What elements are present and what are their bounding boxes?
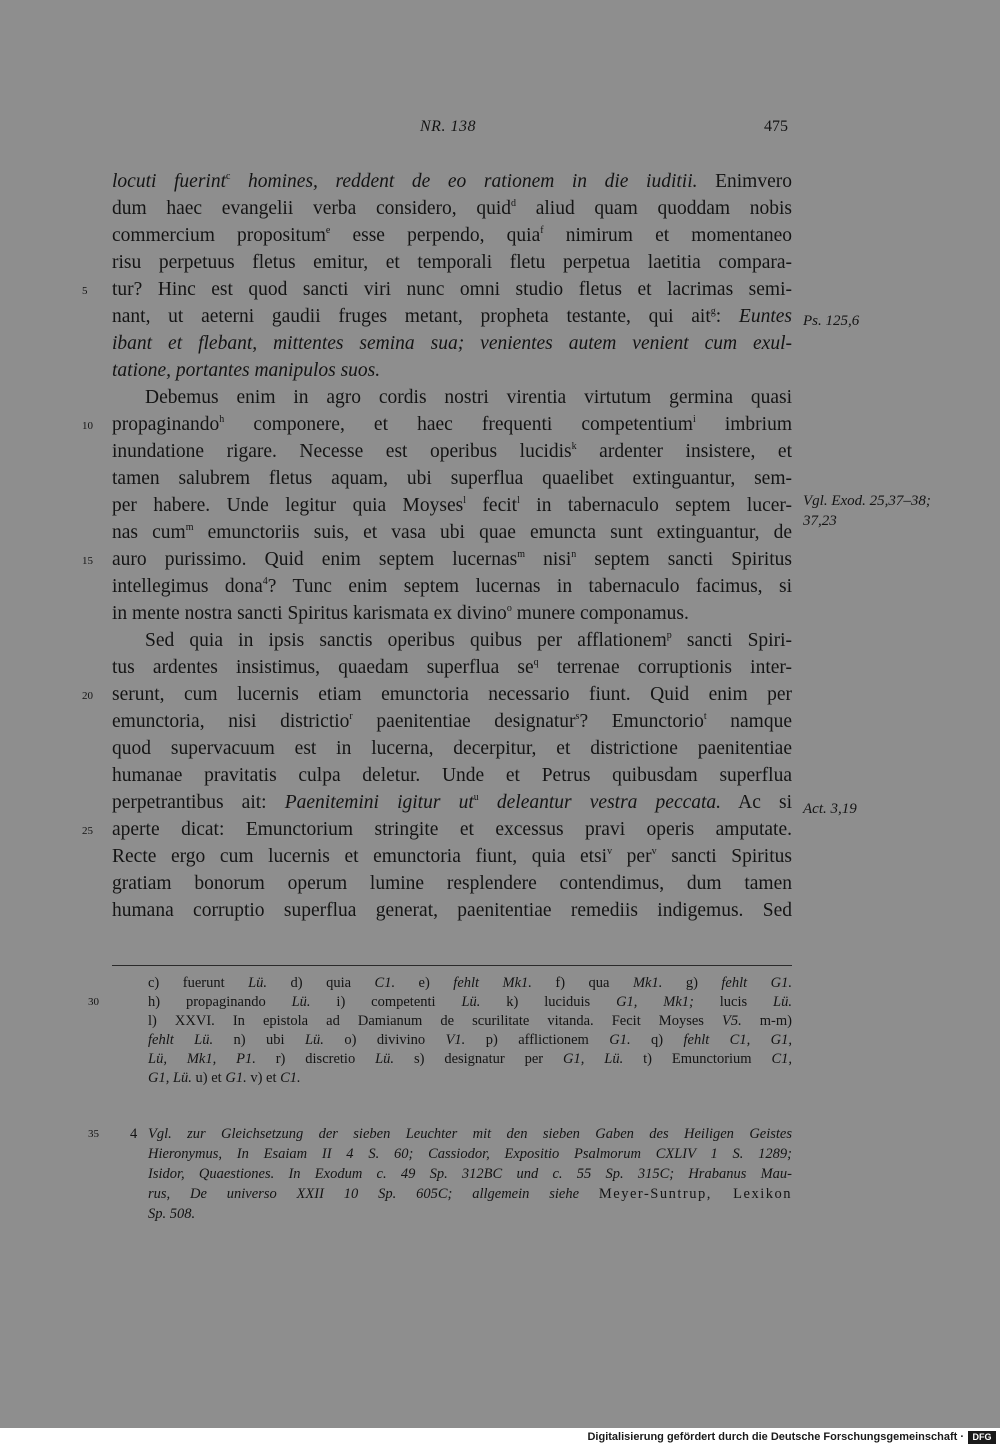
- text-line: commercium propositum$^e$ esse perpendo, quia$^f$ nimirum et momentaneo: [112, 225, 793, 246]
- text-line: Debemus enim in agro cordis nostri virentia virtutum germina quasi: [145, 387, 792, 408]
- text-line: humana corruptio superflua generat, paenitentiae remediis indigemus. Sed: [112, 900, 792, 921]
- source-note: [88, 1124, 792, 1224]
- text-line: risu perpetuus fletus emitur, et temporali fletu perpetua laetitia compara-: [112, 252, 792, 273]
- critical-apparatus: [88, 974, 793, 1088]
- text-line: inundatione rigare. Necesse est operibus lucidis$^k$ ardenter insistere, et: [112, 441, 792, 462]
- text-line: dum haec evangelii verba considero, quid$^d$ aliud quam quoddam nobis: [112, 198, 792, 219]
- funding-credit: Digitalisierung gefördert durch die Deutsche Forschungsgemeinschaft ·: [587, 1431, 964, 1443]
- line-number: 25: [82, 825, 93, 837]
- apparatus-line: 30 h) propaginando Lü. i) competenti Lü. k) luciduis G1, Mk1; lucis Lü.: [88, 994, 792, 1010]
- apparatus-line: c) fuerunt Lü. d) quia C1. e) fehlt Mk1. f) qua Mk1. g) fehlt G1.: [148, 975, 793, 991]
- text-line: emunctoria, nisi districtio$^r$ paenitentiae designatur$^s$? Emunctorio$^t$ namque: [112, 711, 793, 732]
- main-text: [82, 168, 793, 924]
- running-header: [0, 118, 1000, 142]
- source-note-line: rus, De universo XXII 10 Sp. 605C; allgemein siehe Meyer-Suntrup, Lexikon: [148, 1186, 792, 1202]
- source-note-line: Hieronymus, In Esaiam II 4 S. 60; Cassiodor, Expositio Psalmorum CXLIV 1 S. 1289;: [148, 1146, 792, 1162]
- apparatus-line: l) XXVI. In epistola ad Damianum de scurilitate vitanda. Fecit Moyses V5. m-m): [148, 1013, 792, 1029]
- text-line: 20 serunt, cum lucernis etiam emunctoria necessario fiunt. Quid enim per: [112, 681, 792, 708]
- line-number: 15: [82, 555, 93, 567]
- dfg-logo: DFG: [968, 1431, 996, 1444]
- text-line: tus ardentes insistimus, quaedam superflua $se^q$ terrenae corruptionis inter-: [112, 657, 792, 678]
- text-line: ibant et flebant, mittentes semina sua; venientes autem venient cum exul-: [112, 333, 792, 354]
- margin-reference: 37,23: [803, 513, 837, 529]
- text-line: 5 tur? Hinc est quod sancti viri nunc omni studio fletus et lacrimas semi-: [112, 276, 792, 303]
- note-number: 4: [130, 1126, 138, 1142]
- source-note-line: Sp. 508.: [148, 1206, 196, 1222]
- text-line: intellegimus dona$^4$? Tunc enim septem lucernas in tabernaculo facimus, si: [112, 576, 792, 597]
- text-line: 10 propaginando$^h$ componere, et haec frequenti competentium$^i$ imbrium: [112, 411, 792, 438]
- running-title: NR. 138: [420, 118, 476, 135]
- text-line: 25 aperte dicat: Emunctorium stringite et excessus pravi operis amputate.: [112, 816, 792, 843]
- apparatus-line: Lü, Mk1, P1. r) discretio Lü. s) designatur per G1, Lü. t) Emunctorium C1,: [148, 1051, 793, 1067]
- line-number: 10: [82, 420, 93, 432]
- line-number: 5: [82, 285, 88, 297]
- footer-bar: [0, 1428, 1000, 1448]
- line-number: 20: [82, 690, 93, 702]
- text-line: per habere. Unde legitur quia Moyses$^l$ fecit$^l$ in tabernaculo septem lucer-: [112, 495, 792, 516]
- text-line: tatione, portantes manipulos suos.: [112, 360, 381, 381]
- text-line: nas cum$^m$ emunctoriis suis, et vasa ubi quae emuncta sunt extinguantur, de: [112, 522, 792, 543]
- text-line: humanae pravitatis culpa deletur. Unde et Petrus quibusdam superflua: [112, 765, 792, 786]
- source-note-line: Isidor, Quaestiones. In Exodum c. 49 Sp. 312BC und c. 55 Sp. 315C; Hrabanus Mau-: [148, 1166, 792, 1182]
- source-note-line: 35 4 Vgl. zur Gleichsetzung der sieben Leuchter mit den sieben Gaben des Heiligen Geistes: [88, 1126, 792, 1142]
- text-line: quod supervacuum est in lucerna, decerpitur, et districtione paenitentiae: [112, 738, 792, 759]
- margin-reference: Ps. 125,6: [803, 313, 860, 329]
- footnote-divider: [112, 965, 792, 966]
- apparatus-line: fehlt Lü. n) ubi Lü. o) divivino V1. p) afflictionem G1. q) fehlt C1, G1,: [148, 1032, 792, 1048]
- page-number: 475: [764, 118, 788, 135]
- margin-reference: Act. 3,19: [803, 801, 857, 817]
- line-number: 35: [88, 1128, 99, 1140]
- line-number: 30: [88, 996, 99, 1008]
- text-line: perpetrantibus ait: Paenitemini igitur $ut^u$ deleantur vestra peccata. Ac si: [112, 792, 793, 813]
- text-line: gratiam bonorum operum lumine resplendere contendimus, dum tamen: [112, 873, 792, 894]
- text-line: locuti fuerint$^c$ homines, reddent de eo rationem in die iuditii. Enimvero: [112, 171, 792, 192]
- apparatus-line: G1, Lü. u) et G1. v) et C1.: [148, 1070, 301, 1086]
- text-line: Sed quia in ipsis sanctis operibus quibus per afflationem$^p$ sancti Spiri-: [145, 630, 792, 651]
- margin-reference: Vgl. Exod. 25,37–38;: [803, 493, 931, 509]
- text-line: in mente nostra sancti Spiritus karismata ex divino$^o$ munere componamus.: [112, 603, 689, 624]
- text-line: tamen salubrem fletus aquam, ubi superflua quaelibet extinguantur, sem-: [112, 468, 792, 489]
- text-line: Recte ergo cum lucernis et emunctoria fiunt, quia etsi$^v$ per$^v$ sancti Spiritus: [112, 846, 792, 867]
- text-line: 15 auro purissimo. Quid enim septem lucernas$^m$ nisi$^n$ septem sancti Spiritus: [112, 546, 792, 573]
- text-line: nant, ut aeterni gaudii fruges metant, propheta testante, qui ait$^g$: Euntes: [112, 306, 792, 327]
